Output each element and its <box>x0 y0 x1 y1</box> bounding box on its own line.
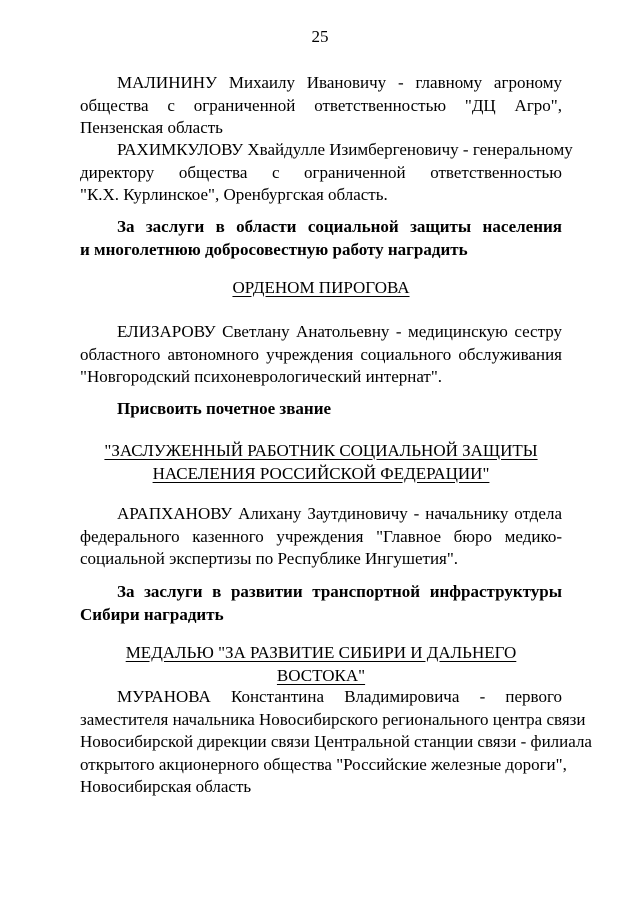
text-line: открытого акционерного общества "Российские железные дороги", <box>80 754 567 774</box>
text-line: федерального казенного учреждения "Главное бюро медико- <box>80 526 562 546</box>
award-entry-elizarova <box>80 321 562 389</box>
section-heading-honorary-title <box>80 398 562 421</box>
award-entry-muranov <box>80 686 592 799</box>
page-number: 25 <box>311 27 329 46</box>
award-title-line <box>80 463 562 486</box>
text-line: областного автономного учреждения социального обслуживания <box>80 344 562 364</box>
award-title-line <box>80 440 562 463</box>
award-title-text: ОРДЕНОМ ПИРОГОВА <box>232 278 410 297</box>
text-line: директору общества с ограниченной ответственностью <box>80 162 562 182</box>
text-line: Новосибирской дирекции связи Центральной станции связи - филиала <box>80 732 592 751</box>
section-heading-social-protection <box>80 216 562 261</box>
award-title-order-pirogov <box>80 277 562 300</box>
award-entry-arapkhanov <box>80 503 562 571</box>
text-line: АРАПХАНОВУ Алихану Заутдиновичу - начальнику отдела <box>117 504 562 523</box>
text-line: ЕЛИЗАРОВУ Светлану Анатольевну - медицинскую сестру <box>117 322 562 341</box>
text-line: заместителя начальника Новосибирского регионального центра связи <box>80 709 586 729</box>
text-line: Сибири наградить <box>80 604 224 624</box>
award-entry-malinin <box>80 72 562 140</box>
text-line: и многолетнюю добросовестную работу наградить <box>80 239 468 259</box>
text-line: МАЛИНИНУ Михаилу Ивановичу - главному агроному <box>117 73 562 92</box>
section-heading-transport <box>80 581 562 626</box>
award-title-honored-worker <box>80 440 562 485</box>
text-line: За заслуги в области социальной защиты населения <box>117 217 562 236</box>
text-line: общества с ограниченной ответственностью "ДЦ Агро", <box>80 95 562 115</box>
award-title-text: МЕДАЛЬЮ "ЗА РАЗВИТИЕ СИБИРИ И ДАЛЬНЕГО ВОСТОКА" <box>125 643 517 685</box>
award-title-text: НАСЕЛЕНИЯ РОССИЙСКОЙ ФЕДЕРАЦИИ" <box>152 463 490 483</box>
text-line: Пензенская область <box>80 118 223 137</box>
text-line: РАХИМКУЛОВУ Хвайдулле Изимбергеновичу - генеральному <box>117 140 573 159</box>
text-line: Новосибирская область <box>80 777 252 796</box>
award-title-medal-siberia <box>80 642 562 687</box>
text-line: "Новгородский психоневрологический интернат". <box>80 367 443 386</box>
text-line: "К.Х. Курлинское", Оренбургская область. <box>80 185 388 204</box>
award-title-text: "ЗАСЛУЖЕННЫЙ РАБОТНИК СОЦИАЛЬНОЙ ЗАЩИТЫ <box>104 441 538 460</box>
text-line: МУРАНОВА Константина Владимировича - первого <box>117 687 562 706</box>
text-line: За заслуги в развитии транспортной инфраструктуры <box>117 582 562 601</box>
award-entry-rakhimkulov <box>80 139 573 207</box>
text-line: Присвоить почетное звание <box>117 399 332 418</box>
text-line: социальной экспертизы по Республике Ингушетия". <box>80 549 459 568</box>
